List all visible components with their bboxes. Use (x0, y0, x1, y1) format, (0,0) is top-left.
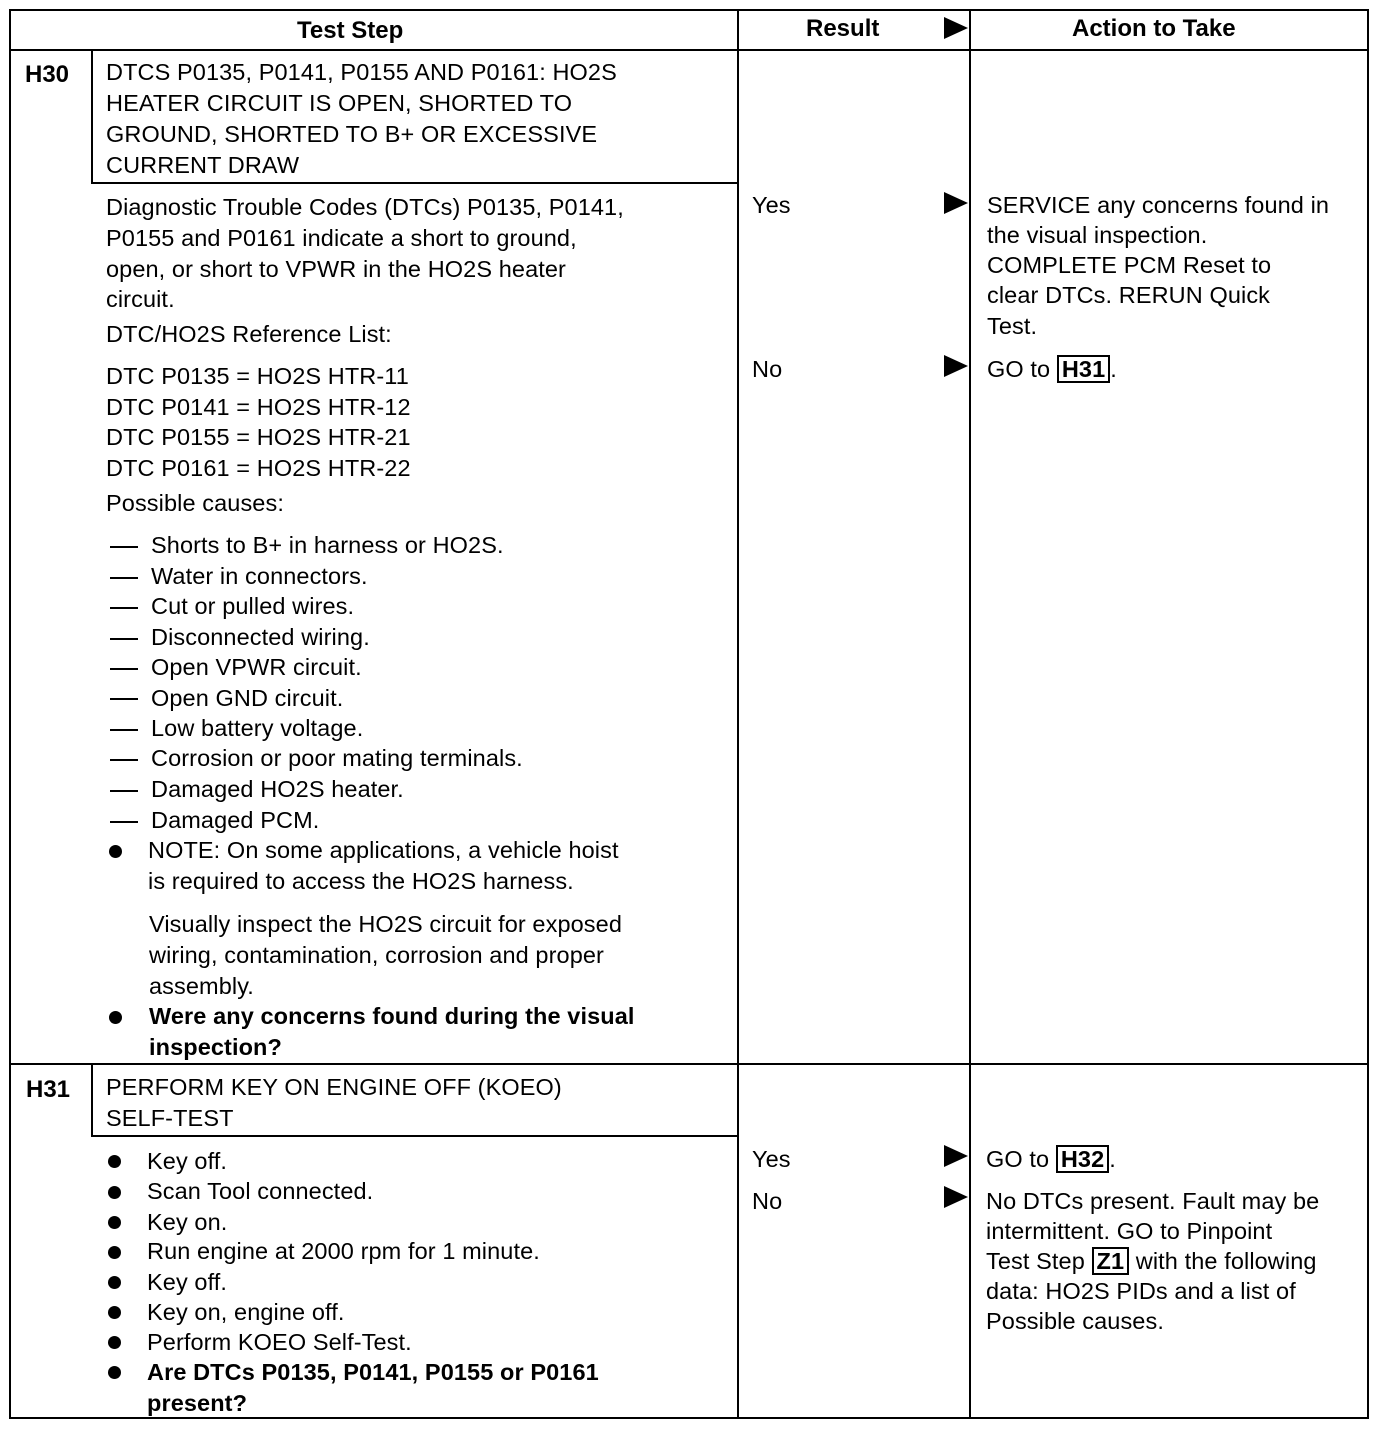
bullet-icon (108, 1216, 121, 1229)
h31-result-yes: Yes (752, 1146, 791, 1172)
bullet-icon (109, 1011, 122, 1024)
h30-desc-line: Diagnostic Trouble Codes (DTCs) P0135, P0141, (106, 194, 624, 220)
dash-icon (110, 577, 138, 579)
h30-yes-action-line: Test. (987, 313, 1038, 339)
row-divider-h31 (9, 1063, 1369, 1065)
dash-icon (110, 638, 138, 640)
h30-inspect-line: assembly. (149, 973, 254, 999)
go-to-text: GO to (987, 356, 1051, 382)
h31-title-line: SELF-TEST (106, 1105, 234, 1131)
h31-question-line: Are DTCs P0135, P0141, P0155 or P0161 (147, 1359, 599, 1385)
cause-item: Disconnected wiring. (151, 624, 370, 650)
bullet-icon (109, 845, 122, 858)
h30-reference-item: DTC P0155 = HO2S HTR-21 (106, 424, 411, 450)
dash-icon (110, 821, 138, 823)
h31-step-item: Perform KOEO Self-Test. (147, 1329, 412, 1355)
table-border-left (9, 9, 11, 1419)
arrow-right-icon (944, 192, 968, 214)
arrow-right-icon (944, 1145, 968, 1167)
step-ref-h31-link[interactable]: H31 (1057, 355, 1110, 383)
h30-yes-action-line: SERVICE any concerns found in (987, 192, 1330, 218)
h30-reference-item: DTC P0141 = HO2S HTR-12 (106, 394, 411, 420)
h30-step-id: H30 (25, 61, 70, 88)
h30-title-divider (91, 182, 738, 184)
h31-no-action-line: Possible causes. (986, 1308, 1164, 1334)
table-border-right (1367, 9, 1369, 1419)
dash-icon (110, 790, 138, 792)
h31-title-line: PERFORM KEY ON ENGINE OFF (KOEO) (106, 1074, 562, 1100)
h30-title-line: GROUND, SHORTED TO B+ OR EXCESSIVE (106, 121, 598, 147)
h30-note-line: NOTE: On some applications, a vehicle hoist (148, 837, 619, 863)
h30-question-line: Were any concerns found during the visual (149, 1003, 635, 1029)
h30-yes-action-line: COMPLETE PCM Reset to (987, 252, 1272, 278)
dash-icon (110, 607, 138, 609)
h30-result-yes: Yes (752, 192, 791, 218)
column-divider-action (969, 9, 971, 1419)
cause-item: Corrosion or poor mating terminals. (151, 745, 523, 771)
go-to-text: GO to (986, 1146, 1050, 1172)
dash-icon (110, 759, 138, 761)
bullet-icon (108, 1155, 121, 1168)
h30-inspect-line: Visually inspect the HO2S circuit for exposed (149, 911, 622, 937)
bullet-icon (108, 1246, 121, 1259)
h30-reference-item: DTC P0135 = HO2S HTR-11 (106, 363, 409, 389)
h31-question-line: present? (147, 1390, 248, 1416)
following-text: with the following (1135, 1248, 1317, 1274)
h30-question-line: inspection? (149, 1034, 282, 1060)
h30-reference-heading: DTC/HO2S Reference List: (106, 321, 392, 347)
h30-desc-line: circuit. (106, 286, 175, 312)
period: . (1109, 1146, 1116, 1172)
h31-no-action-line: No DTCs present. Fault may be (986, 1188, 1320, 1214)
h30-result-no: No (752, 356, 783, 382)
h30-yes-action-line: the visual inspection. (987, 222, 1208, 248)
h30-id-divider (91, 49, 93, 184)
h31-id-divider (91, 1063, 93, 1137)
test-step-text: Test Step (986, 1248, 1085, 1274)
step-ref-h32-link[interactable]: H32 (1056, 1145, 1109, 1173)
cause-item: Damaged HO2S heater. (151, 776, 404, 802)
cause-item: Water in connectors. (151, 563, 368, 589)
bullet-icon (108, 1276, 121, 1289)
dash-icon (110, 546, 138, 548)
dash-icon (110, 668, 138, 670)
cause-item: Low battery voltage. (151, 715, 364, 741)
header-test-step: Test Step (297, 17, 404, 44)
h31-step-item: Key on. (147, 1209, 228, 1235)
cause-item: Open VPWR circuit. (151, 654, 362, 680)
step-ref-z1-link[interactable]: Z1 (1092, 1247, 1130, 1275)
h30-title-line: HEATER CIRCUIT IS OPEN, SHORTED TO (106, 90, 573, 116)
h30-reference-item: DTC P0161 = HO2S HTR-22 (106, 455, 411, 481)
h30-no-action (987, 354, 1117, 385)
h31-step-item: Run engine at 2000 rpm for 1 minute. (147, 1238, 540, 1264)
h31-no-action-line (986, 1246, 1317, 1277)
cause-item: Open GND circuit. (151, 685, 344, 711)
h30-yes-action-line: clear DTCs. RERUN Quick (987, 282, 1271, 308)
h30-title-line: CURRENT DRAW (106, 152, 300, 178)
bullet-icon (108, 1336, 121, 1349)
h30-desc-line: open, or short to VPWR in the HO2S heater (106, 256, 566, 282)
h31-yes-action (986, 1144, 1116, 1175)
h31-step-id: H31 (26, 1076, 71, 1103)
h31-no-action-line: intermittent. GO to Pinpoint (986, 1218, 1273, 1244)
h30-inspect-line: wiring, contamination, corrosion and proper (149, 942, 604, 968)
period: . (1110, 356, 1117, 382)
h31-step-item: Key off. (147, 1148, 228, 1174)
h31-step-item: Scan Tool connected. (147, 1178, 374, 1204)
cause-item: Damaged PCM. (151, 807, 320, 833)
arrow-right-icon (944, 1186, 968, 1208)
cause-item: Cut or pulled wires. (151, 593, 355, 619)
header-divider (9, 49, 1369, 51)
h31-step-item: Key off. (147, 1269, 228, 1295)
h30-note-line: is required to access the HO2S harness. (148, 868, 574, 894)
header-arrow-icon (944, 17, 968, 39)
h30-desc-line: P0155 and P0161 indicate a short to ground, (106, 225, 577, 251)
header-result: Result (806, 15, 880, 42)
h30-causes-heading: Possible causes: (106, 490, 284, 516)
arrow-right-icon (944, 355, 968, 377)
bullet-icon (108, 1186, 121, 1199)
h31-step-item: Key on, engine off. (147, 1299, 345, 1325)
h31-title-divider (91, 1135, 738, 1137)
bullet-icon (108, 1366, 121, 1379)
h30-title-line: DTCS P0135, P0141, P0155 AND P0161: HO2S (106, 59, 617, 85)
h31-no-action-line: data: HO2S PIDs and a list of (986, 1278, 1296, 1304)
table-border-top (9, 9, 1369, 11)
h31-result-no: No (752, 1188, 783, 1214)
bullet-icon (108, 1306, 121, 1319)
dash-icon (110, 729, 138, 731)
cause-item: Shorts to B+ in harness or HO2S. (151, 532, 504, 558)
header-action: Action to Take (1072, 15, 1236, 42)
dash-icon (110, 698, 138, 700)
column-divider-result (737, 9, 739, 1419)
